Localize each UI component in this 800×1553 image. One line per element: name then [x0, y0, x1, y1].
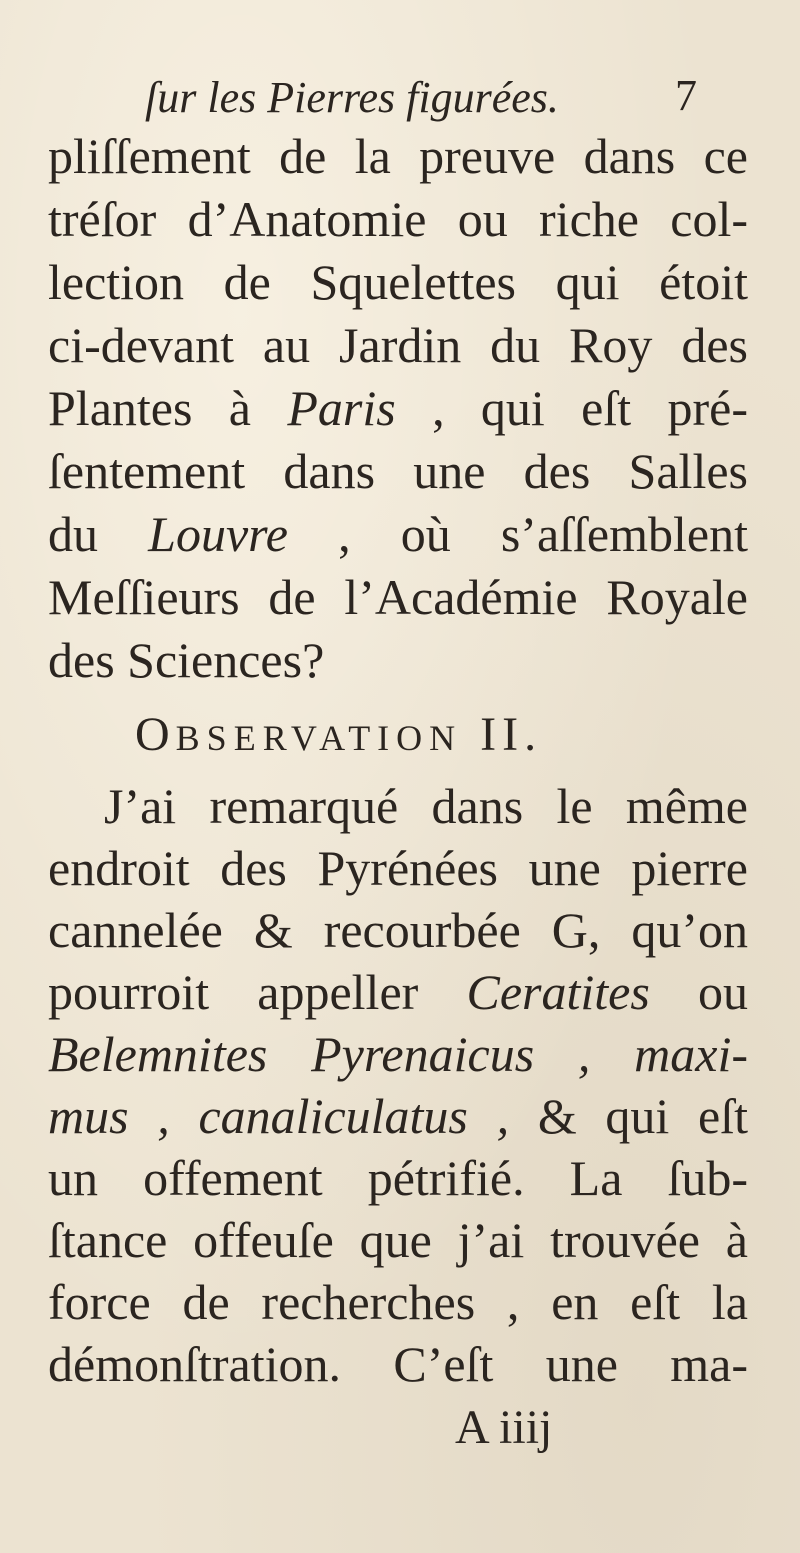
text-line: ci-devant au Jardin du Roy des [48, 317, 748, 373]
text-segment: , qui eſt pré- [432, 380, 748, 436]
text-line: un offement pétrifié. La ſub- [48, 1150, 748, 1206]
text-line: démonſtration. C’eſt une ma- [48, 1336, 748, 1392]
section-heading [135, 700, 695, 770]
heading-numeral: II. [480, 708, 543, 761]
text-segment: & qui eſt [537, 1088, 749, 1144]
text-line [48, 962, 748, 1022]
italic-place-name: Paris [287, 380, 396, 436]
text-segment: Plantes à [48, 380, 251, 436]
text-line: des Sciences? [48, 632, 325, 688]
heading-initial: O [135, 708, 176, 761]
text-segment: ou [698, 964, 748, 1020]
text-line: lection de Squelettes qui étoit [48, 254, 748, 310]
text-line: tréſor d’Anatomie ou riche col- [48, 191, 748, 247]
text-line: J’ai remarqué dans le même [104, 778, 748, 834]
italic-latin-term: mus , canaliculatus , [48, 1088, 510, 1144]
text-segment: du [48, 506, 98, 562]
text-line: Meſſieurs de l’Académie Royale [48, 569, 748, 625]
text-line: pliſſement de la preuve dans ce [48, 128, 748, 184]
italic-latin-term: Ceratites [466, 964, 650, 1020]
text-line: cannelée & recourbée G, qu’on [48, 902, 748, 958]
text-line: ſentement dans une des Salles [48, 443, 748, 499]
text-line: force de recherches , en eſt la [48, 1274, 748, 1330]
text-line [48, 378, 748, 438]
signature-mark: A iiij [455, 1401, 553, 1454]
running-head-title: ſur les Pierres figurées. [145, 73, 559, 122]
text-segment: pourroit appeller [48, 964, 419, 1020]
text-line: endroit des Pyrénées une pierre [48, 840, 748, 896]
heading-smallcaps: BSERVATION [175, 718, 463, 758]
italic-latin-line: Belemnites Pyrenaicus , maxi- [48, 1026, 748, 1082]
page-number: 7 [675, 71, 697, 120]
text-line [48, 504, 748, 564]
text-segment: , où s’aſſemblent [338, 506, 748, 562]
italic-place-name: Louvre [148, 506, 288, 562]
text-line [48, 1086, 748, 1146]
text-line: ſtance offeuſe que j’ai trouvée à [48, 1212, 748, 1268]
